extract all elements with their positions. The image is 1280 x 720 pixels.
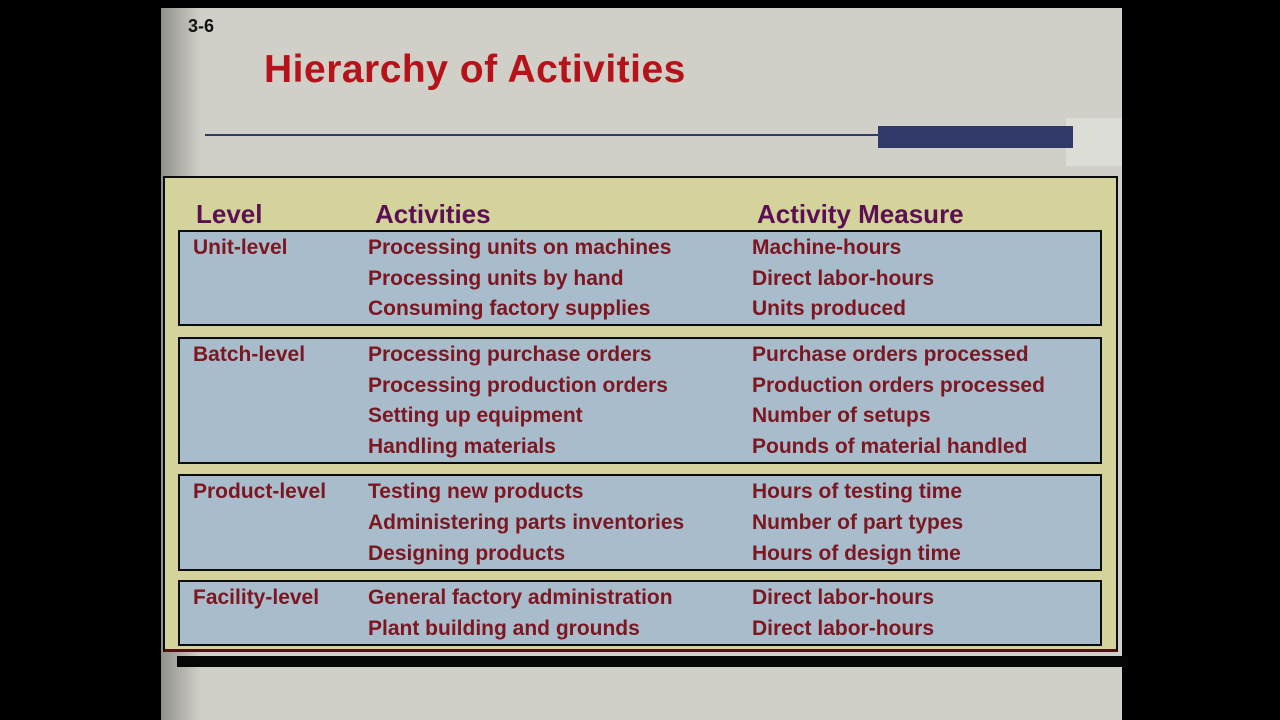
activity-cell: Consuming factory supplies bbox=[368, 297, 651, 321]
table-row bbox=[180, 263, 1100, 294]
slide-title: Hierarchy of Activities bbox=[264, 48, 686, 91]
activity-cell: Processing production orders bbox=[368, 373, 668, 397]
column-header-level: Level bbox=[196, 199, 263, 229]
activity-cell: Setting up equipment bbox=[368, 404, 583, 428]
measure-cell: Pounds of material handled bbox=[752, 435, 1028, 459]
table-row bbox=[180, 507, 1100, 538]
measure-cell: Direct labor-hours bbox=[752, 266, 935, 290]
level-cell: Facility-level bbox=[193, 586, 320, 609]
accent-bar bbox=[878, 126, 1073, 148]
measure-cell: Units produced bbox=[752, 297, 907, 321]
level-group-box bbox=[178, 230, 1102, 326]
measure-cell: Direct labor-hours bbox=[752, 617, 935, 640]
level-cell: Batch-level bbox=[193, 342, 306, 366]
table-row bbox=[180, 613, 1100, 644]
measure-cell: Number of part types bbox=[752, 511, 964, 534]
measure-cell: Direct labor-hours bbox=[752, 586, 935, 609]
measure-cell: Purchase orders processed bbox=[752, 342, 1029, 366]
activity-cell: Testing new products bbox=[368, 480, 584, 503]
table-row bbox=[180, 370, 1100, 401]
highlight-patch bbox=[1066, 118, 1122, 166]
activity-cell: Administering parts inventories bbox=[368, 511, 685, 534]
table-row bbox=[180, 582, 1100, 613]
table-row bbox=[180, 293, 1100, 324]
table-row bbox=[180, 232, 1100, 263]
measure-cell: Hours of testing time bbox=[752, 480, 963, 503]
table-row bbox=[180, 401, 1100, 432]
column-header-activity-measure: Activity Measure bbox=[757, 199, 964, 229]
activity-cell: General factory administration bbox=[368, 586, 673, 609]
activity-cell: Processing units by hand bbox=[368, 266, 624, 290]
measure-cell: Production orders processed bbox=[752, 373, 1045, 397]
activity-cell: Processing purchase orders bbox=[368, 342, 652, 366]
activity-cell: Processing units on machines bbox=[368, 235, 672, 259]
activity-cell: Designing products bbox=[368, 542, 566, 565]
level-group-box bbox=[178, 474, 1102, 571]
table-row bbox=[180, 538, 1100, 569]
presentation-slide bbox=[161, 8, 1122, 720]
measure-cell: Machine-hours bbox=[752, 235, 902, 259]
level-group-box bbox=[178, 337, 1102, 464]
measure-cell: Number of setups bbox=[752, 404, 931, 428]
table-row bbox=[180, 339, 1100, 370]
activity-cell: Handling materials bbox=[368, 435, 556, 459]
activity-cell: Plant building and grounds bbox=[368, 617, 640, 640]
table-row bbox=[180, 431, 1100, 462]
slide-number: 3-6 bbox=[188, 16, 215, 36]
level-group-box bbox=[178, 580, 1102, 646]
column-header-activities: Activities bbox=[375, 199, 491, 229]
level-cell: Product-level bbox=[193, 480, 327, 503]
measure-cell: Hours of design time bbox=[752, 542, 961, 565]
level-cell: Unit-level bbox=[193, 235, 288, 259]
activity-hierarchy-table bbox=[163, 176, 1118, 652]
table-row bbox=[180, 476, 1100, 507]
table-drop-shadow bbox=[177, 656, 1128, 667]
